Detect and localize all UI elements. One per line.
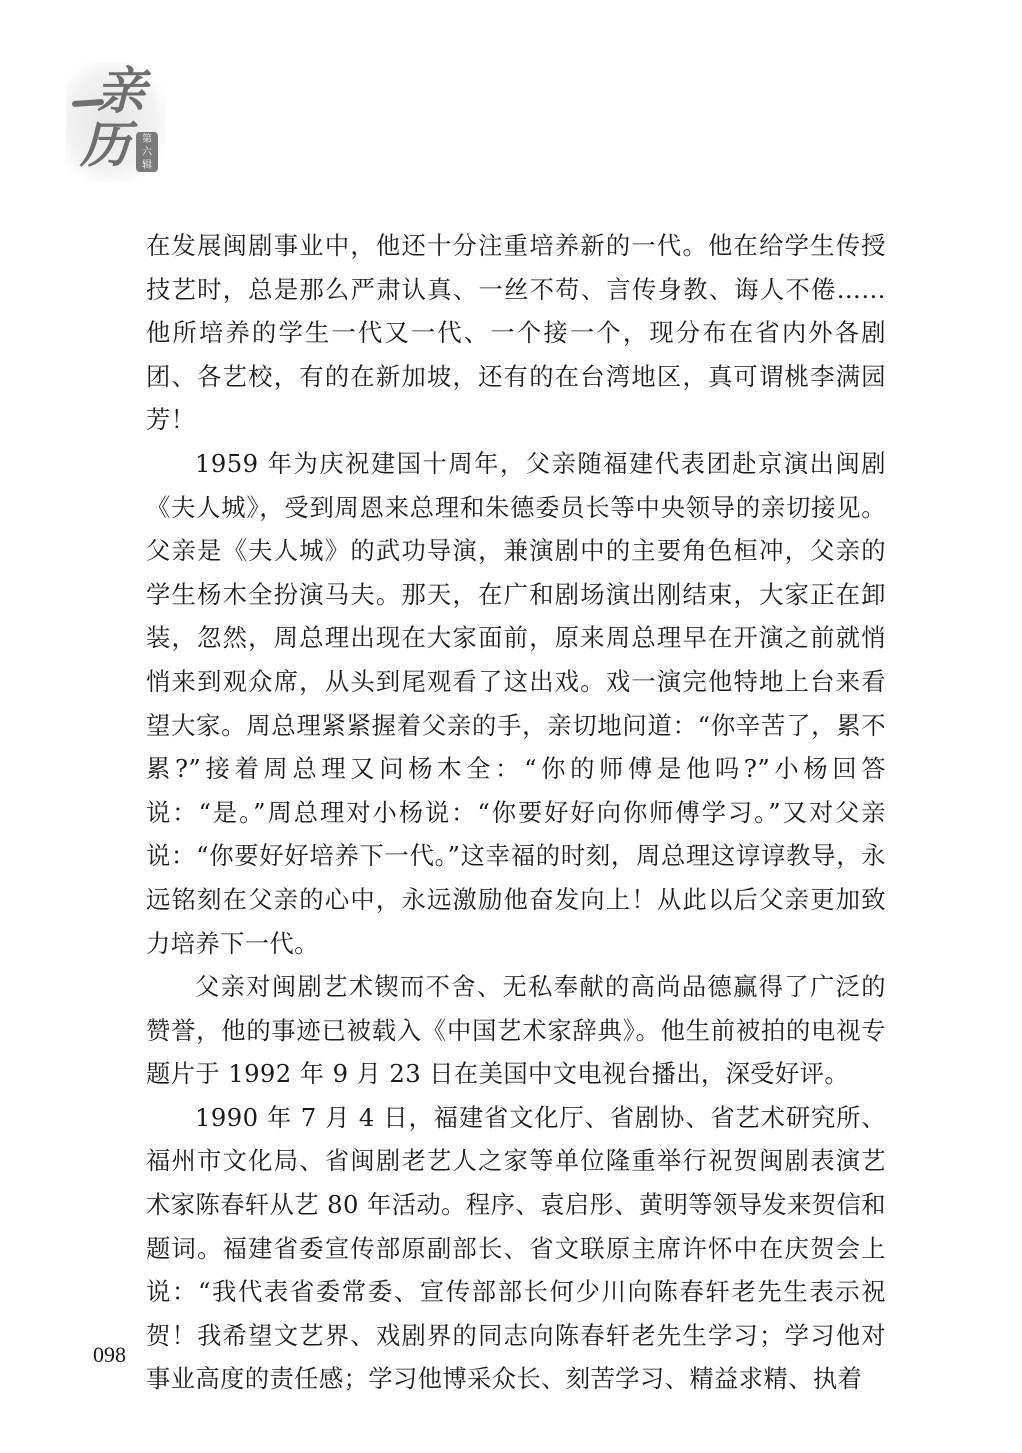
paragraph-honors: 父亲对闽剧艺术锲而不舍、无私奉献的高尚品德赢得了广泛的赞誉，他的事迹已被载入《中国艺术家辞典》。他生前被拍的电视专题片于 1992 年 9 月 23 日在美国中文电视台播出，深受好评。 bbox=[146, 972, 886, 1089]
page-number: 098 bbox=[93, 1342, 126, 1367]
paragraph-continued: 在发展闽剧事业中，他还十分注重培养新的一代。他在给学生传授技艺时，总是那么严肃认真、一丝不苟、言传身教、诲人不倦……他所培养的学生一代又一代、一个接一个，现分布在省内外各剧团、各艺校，有的在新加坡，还有的在台湾地区，真可谓桃李满园芳！ bbox=[146, 231, 886, 435]
book-series-logo bbox=[66, 62, 166, 182]
paragraph-1959-visit: 1959 年为庆祝建国十周年，父亲随福建代表团赴京演出闽剧《夫人城》，受到周恩来总理和朱德委员长等中央领导的亲切接见。父亲是《夫人城》的武功导演，兼演剧中的主要角色桓冲，父亲的学生杨木全扮演马夫。那天，在广和剧场演出刚结束，大家正在卸装，忽然，周总理出现在大家面前，原来周总理早在开演之前就悄悄来到观众席，从头到尾观看了这出戏。戏一演完他特地上台来看望大家。周总理紧紧握着父亲的手，亲切地问道：“你辛苦了，累不累?”接着周总理又问杨木全：“你的师傅是他吗?”小杨回答说：“是。”周总理对小杨说：“你要好好向你师傅学习。”又对父亲说：“你要好好培养下一代。”这幸福的时刻，周总理这谆谆教导，永远铭刻在父亲的心中，永远激励他奋发向上！从此以后父亲更加致力培养下一代。 bbox=[146, 448, 886, 958]
logo-seal-volume: 第 六 辑 bbox=[136, 132, 158, 172]
logo-character-li: 历 bbox=[80, 115, 130, 174]
page-body-text bbox=[146, 224, 886, 1401]
logo-character-qin: 亲 bbox=[96, 61, 146, 120]
paragraph-1990-celebration: 1990 年 7 月 4 日，福建省文化厅、省剧协、省艺术研究所、福州市文化局、省闽剧老艺人之家等单位隆重举行祝贺闽剧表演艺术家陈春轩从艺 80 年活动。程序、袁启彤、黄明等领导发来贺信和题词。福建省委宣传部原副部长、省文联原主席许怀中在庆贺会上说：“我代表省委常委、宣传部部长何少川向陈春轩老先生表示祝贺！我希望文艺界、戏剧界的同志向陈春轩老先生学习；学习他对事业高度的责任感；学习他博采众长、刻苦学习、精益求精、执着 bbox=[146, 1102, 886, 1394]
